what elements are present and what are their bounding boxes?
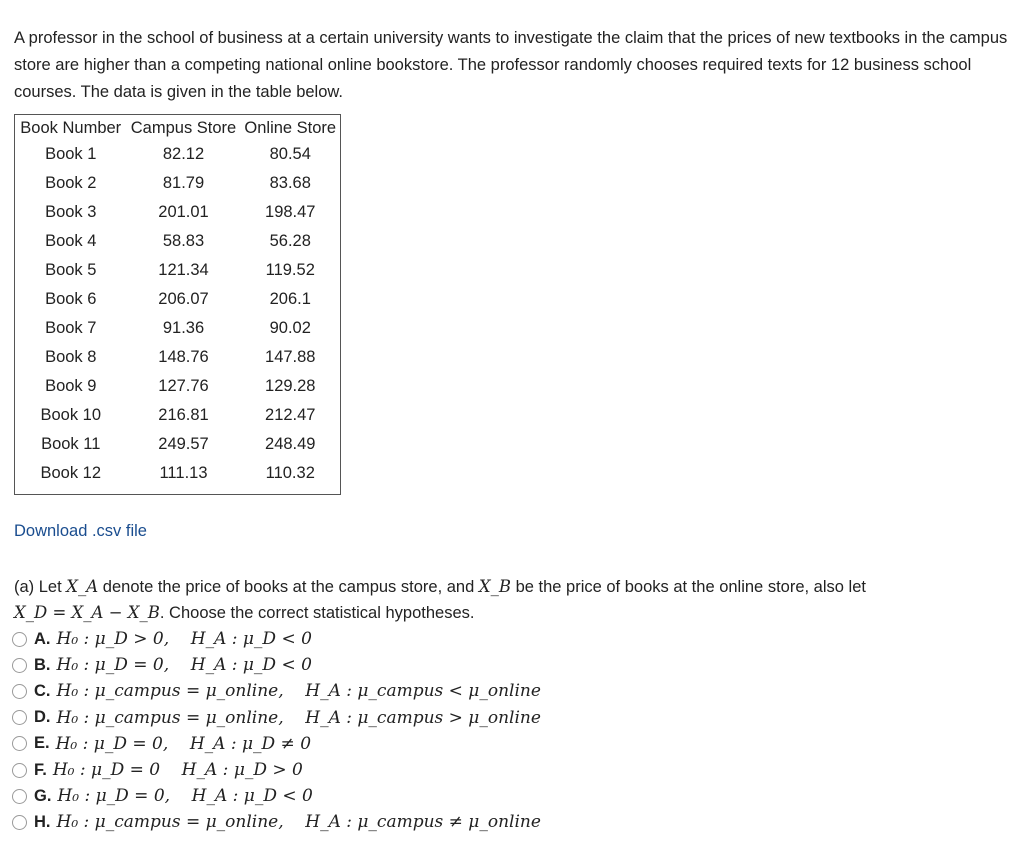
campus-price-cell: 81.79 [162,174,205,192]
option-g[interactable] [12,783,541,809]
var-xb: X_B [478,577,511,596]
problem-intro: A professor in the school of business at a certain university wants to investigate the claim that the prices of new textbooks in the campus store are higher than a competing national online bookstore. The professor randomly chooses required texts for 12 business school courses. The data is given in the table below. [14,28,1008,101]
radio-button[interactable] [12,658,27,673]
campus-price-cell: 206.07 [158,290,209,308]
option-hypotheses: H₀ : μ_campus = μ_online, H_A : μ_campus < μ_online [56,681,541,702]
table-row [15,372,341,401]
option-letter: A. [34,629,51,648]
book-number-cell: Book 10 [40,406,102,424]
campus-price-cell: 58.83 [162,232,205,250]
campus-price-cell: 82.12 [162,145,205,163]
book-number-cell: Book 1 [45,145,97,163]
table-row [15,227,341,256]
online-price-cell: 119.52 [265,261,315,279]
question-part-4: . Choose the correct statistical hypotheses. [159,604,475,622]
table-row [15,169,341,198]
radio-button[interactable] [12,763,27,778]
option-letter: F. [34,760,47,779]
table-row [15,256,341,285]
option-d[interactable] [12,705,541,731]
option-f[interactable] [12,757,541,783]
radio-button[interactable] [12,789,27,804]
option-a[interactable] [12,626,541,652]
book-number-cell: Book 7 [45,319,97,337]
table-row [15,343,341,372]
table-row [15,140,341,169]
question-part-2: denote the price of books at the campus store, and [98,578,479,596]
option-hypotheses: H₀ : μ_D > 0, H_A : μ_D < 0 [56,629,312,650]
question-text [14,574,1014,626]
campus-price-cell: 216.81 [158,406,209,424]
download-csv-link[interactable]: Download .csv file [14,522,147,540]
online-price-cell: 248.49 [265,435,316,453]
online-price-cell: 147.88 [265,348,316,366]
xd-definition: X_D = X_A − X_B [14,603,160,622]
radio-button[interactable] [12,736,27,751]
book-number-cell: Book 8 [45,348,97,366]
online-price-cell: 80.54 [269,145,311,163]
table-row [15,401,341,430]
campus-price-cell: 91.36 [162,319,205,337]
radio-button[interactable] [12,710,27,725]
campus-price-cell: 121.34 [158,261,209,279]
campus-price-cell: 148.76 [158,348,209,366]
question-part-3: be the price of books at the online store, also let [510,578,866,596]
header-online-store: Online Store [244,119,337,137]
radio-button[interactable] [12,684,27,699]
option-letter: C. [34,681,51,700]
online-price-cell: 56.28 [269,232,311,250]
book-number-cell: Book 3 [45,203,97,221]
book-number-cell: Book 9 [45,377,97,395]
radio-button[interactable] [12,815,27,830]
table-header-row [15,115,341,141]
online-price-cell: 83.68 [269,174,311,192]
book-number-cell: Book 6 [45,290,97,308]
option-hypotheses: H₀ : μ_D = 0, H_A : μ_D ≠ 0 [55,733,312,754]
option-hypotheses: H₀ : μ_D = 0, H_A : μ_D < 0 [56,655,312,676]
online-price-cell: 212.47 [265,406,316,424]
campus-price-cell: 127.76 [158,377,209,395]
table-row [15,314,341,343]
online-price-cell: 198.47 [265,203,316,221]
header-campus-store: Campus Store [130,119,237,137]
book-number-cell: Book 12 [40,464,102,482]
table-row [15,459,341,495]
online-price-cell: 129.28 [265,377,316,395]
online-price-cell: 206.1 [269,290,311,308]
campus-price-cell: 249.57 [158,435,209,453]
online-price-cell: 110.32 [265,464,315,482]
header-book-number: Book Number [20,119,122,137]
table-row [15,198,341,227]
radio-button[interactable] [12,632,27,647]
var-xa: X_A [66,577,99,596]
option-letter: D. [34,708,51,727]
question-part-1: (a) Let [14,578,67,596]
option-e[interactable] [12,731,541,757]
option-letter: H. [34,812,51,831]
option-hypotheses: H₀ : μ_campus = μ_online, H_A : μ_campus ≠ μ_online [56,812,541,833]
option-letter: E. [34,734,50,753]
book-number-cell: Book 2 [45,174,97,192]
option-b[interactable] [12,652,541,678]
option-letter: B. [34,655,51,674]
table-row [15,285,341,314]
book-number-cell: Book 4 [45,232,97,250]
table-row [15,430,341,459]
option-hypotheses: H₀ : μ_D = 0, H_A : μ_D < 0 [57,786,313,807]
online-price-cell: 90.02 [269,319,311,337]
campus-price-cell: 111.13 [159,464,208,482]
textbook-price-table [14,114,341,495]
option-hypotheses: H₀ : μ_D = 0 H_A : μ_D > 0 [52,760,303,781]
book-number-cell: Book 5 [45,261,97,279]
answer-options [12,626,541,836]
book-number-cell: Book 11 [41,435,101,453]
option-hypotheses: H₀ : μ_campus = μ_online, H_A : μ_campus > μ_online [56,707,541,728]
option-c[interactable] [12,678,541,704]
option-h[interactable] [12,809,541,835]
campus-price-cell: 201.01 [158,203,209,221]
option-letter: G. [34,786,52,805]
